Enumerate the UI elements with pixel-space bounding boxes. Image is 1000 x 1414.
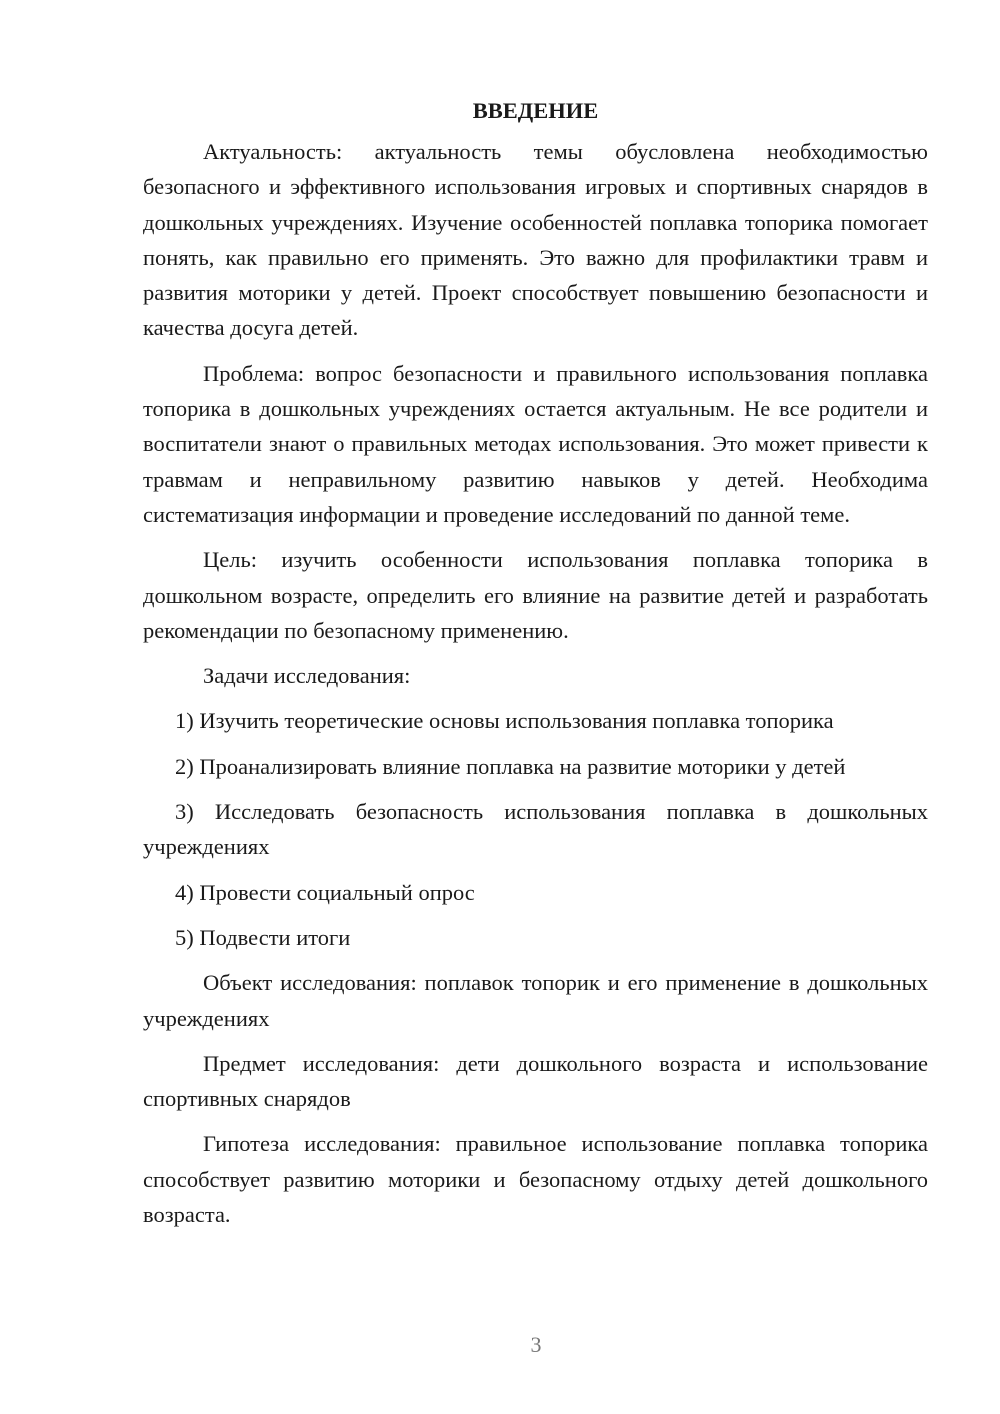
tasks-heading: Задачи исследования: (203, 663, 411, 689)
task-item: 4) Провести социальный опрос (175, 879, 475, 905)
relevance-paragraph: Актуальность: актуальность темы обусловлена необходимостью безопасного и эффективного использования игровых и спортивных снарядов в дошкольных учреждениях. Изучение особенностей поплавка топорика помогает понять, как правильно его применять. Это важно для профилактики травм и развития моторики у детей. Проект способствует повышению безопасности и качества досуга детей. (143, 139, 928, 341)
subject-paragraph: Предмет исследования: дети дошкольного возраста и использование спортивных снарядов (143, 1050, 928, 1112)
page-number: 3 (530, 1332, 542, 1357)
task-item: 2) Проанализировать влияние поплавка на развитие моторики у детей (175, 753, 846, 779)
page-heading: ВВЕДЕНИЕ (472, 98, 599, 123)
page-content (143, 93, 928, 1242)
goal-paragraph: Цель: изучить особенности использования поплавка топорика в дошкольном возрасте, определить его влияние на развитие детей и разработать рекомендации по безопасному применению. (143, 547, 928, 643)
object-paragraph: Объект исследования: поплавок топорик и его применение в дошкольных учреждениях (143, 970, 928, 1031)
hypothesis-paragraph: Гипотеза исследования: правильное использование поплавка топорика способствует развитию моторики и безопасному отдыху детей дошкольного возраста. (143, 1131, 928, 1228)
task-item: 1) Изучить теоретические основы использования поплавка топорика (175, 708, 834, 734)
task-item: 5) Подвести итоги (175, 924, 351, 950)
task-item: 3) Исследовать безопасность использования поплавка в дошкольных учреждениях (143, 799, 928, 860)
problem-paragraph: Проблема: вопрос безопасности и правильного использования поплавка топорика в дошкольных учреждениях остается актуальным. Не все родители и воспитатели знают о правильных методах использования. Это может привести к травмам и неправильному развитию навыков у детей. Необходима систематизация информации и проведение исследований по данной теме. (143, 360, 928, 527)
